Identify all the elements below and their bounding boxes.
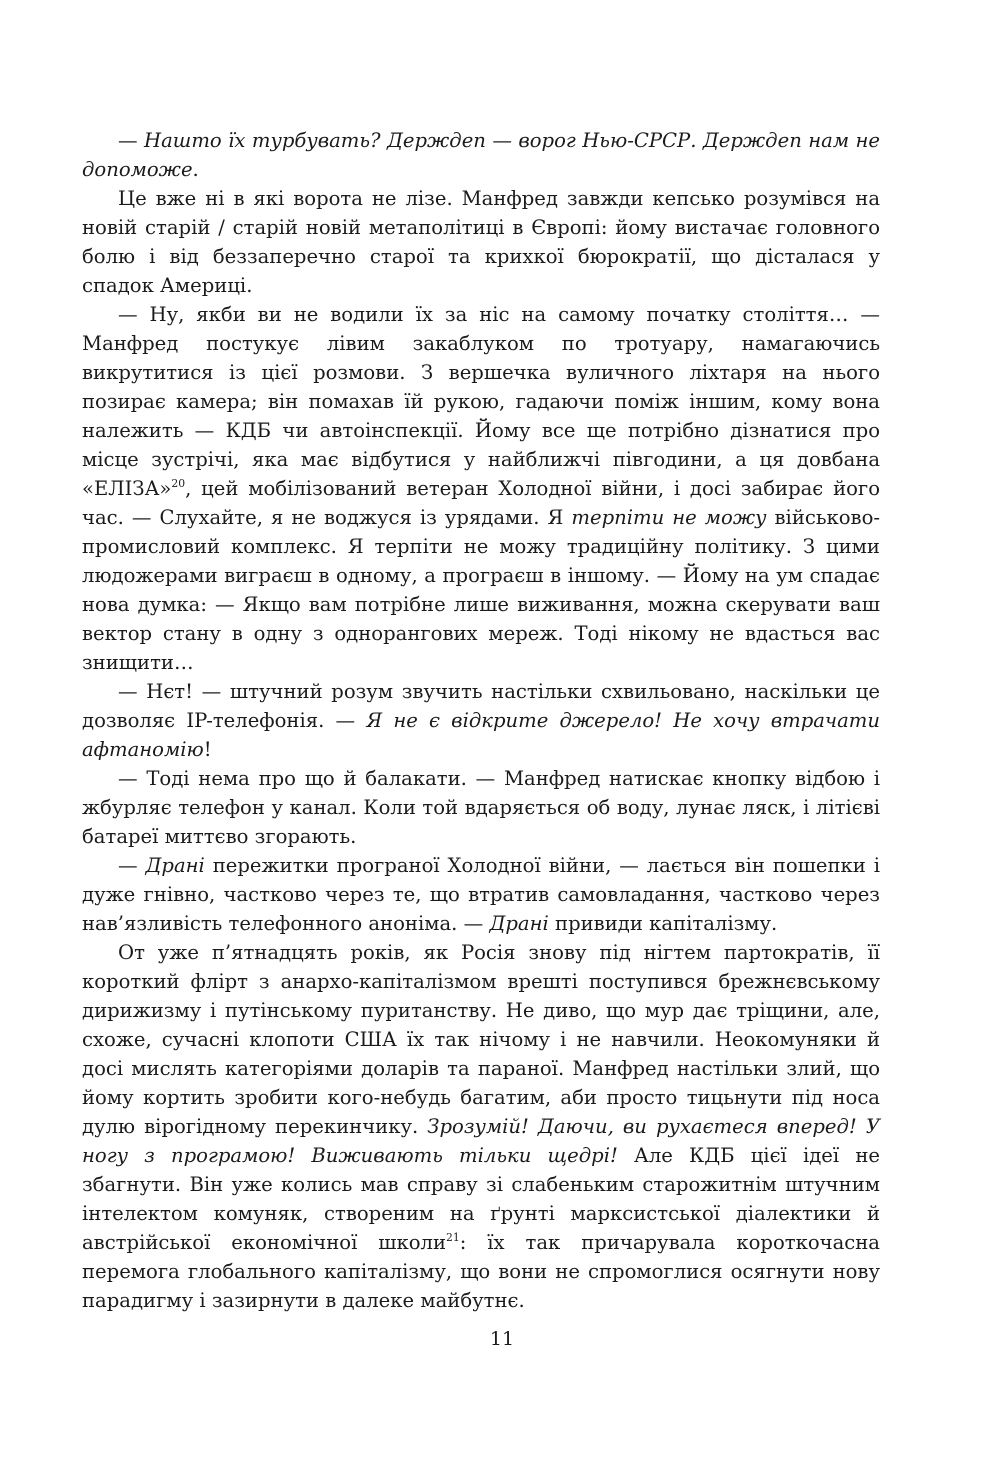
paragraph: [82, 764, 880, 851]
italic-text: Нашто їх турбувать? Держдеп — ворог Нью-СРСР. Держдеп нам не допоможе: [82, 129, 880, 181]
italic-text: терпіти не можу: [571, 506, 767, 529]
text-run: От уже п’ятнадцять років, як Росія знову під нігтем партократів, її короткий флірт з анархо-капіталізмом врешті поступився брежнєвському дирижизму і путінському пуританству. Не диво, що мур дає тріщини, але, схоже, сучасні клопоти США їх так нічому і не навчили. Неокомуняки й досі мислять категоріями доларів та параної. Манфред настільки злий, що йому кортить зробити кого-небудь багатим, аби просто тицьнути під носа дулю вірогідному перекинчику.: [82, 941, 880, 1138]
text-run: !: [203, 738, 212, 761]
italic-text: Я не є відкрите джерело! Не хочу втрачати афтаномію: [82, 709, 880, 761]
italic-text: Драні: [145, 854, 205, 877]
italic-text: Драні: [489, 912, 549, 935]
text-run: .: [192, 158, 199, 181]
text-run: пережитки програної Холодної війни, — лається він пошепки і дуже гнівно, частково через те, що втратив самовладання, частково через нав’язливість телефонного анонiма. —: [82, 854, 880, 935]
paragraph: [82, 851, 880, 938]
italic-text: Зрозумій! Даючи, ви рухаєтеся вперед! У ногу з програмою! Виживають тільки щедрі!: [82, 1115, 880, 1167]
text-run: Це вже ні в які ворота не лізе. Манфред завжди кепсько розумівся на новій старій / старій новій метаполітиці в Європі: йому вистачає головного болю і від беззаперечно старої та крихкої бюрократії, що дісталася у спадок Америці.: [82, 187, 880, 297]
text-run: — Ну, якби ви не водили їх за ніс на самому початку століття… — Манфред постукує лівим закаблуком по тротуару, намагаючись викрутитися із цієї розмови. З вершечка вуличного ліхтаря на нього позирає камера; він помахав їй рукою, гадаючи поміж іншим, кому вона належить — КДБ чи автоінспекції. Йому все ще потрібно дізнатися про місце зустрічі, яка має відбутися у найближчі півгодини, а ця довбана «ЕЛІЗА»: [82, 303, 880, 500]
text-run: — Нєт! — штучний розум звучить настільки схвильовано, наскільки це дозволяє IP-телефонія. —: [82, 680, 880, 732]
paragraph: [82, 300, 880, 677]
text-run: : їх так причарувала короткочасна перемога глобального капіталізму, що вони не спромоглися осягнути нову парадигму і зазирнути в далеке майбутнє.: [82, 1231, 880, 1312]
footnote-ref: 20: [171, 476, 186, 490]
paragraph: [82, 184, 880, 300]
footnote-ref: 21: [446, 1230, 460, 1244]
page-number: 11: [489, 1328, 515, 1350]
text-run: , цей мобілізований ветеран Холодної війни, і досі забирає його час. — Слухайте, я не воджуся із урядами. Я: [82, 477, 880, 529]
text-run: військово-промисловий комплекс. Я терпіти не можу традиційну політику. З цими людожерами виграєш в одному, а програєш в іншому. — Йому на ум спадає нова думка: — Якщо вам потрібне лише виживання, можна скерувати ваш вектор стану в одну з однорангових мереж. Тоді нікому не вдасться вас знищити…: [82, 506, 881, 674]
text-run: — Тоді нема про що й балакати. — Манфред натискає кнопку відбою і жбурляє телефон у канал. Коли той вдаряється об воду, лунає ляск, і літієві батареї миттєво згорають.: [82, 767, 880, 848]
text-run: —: [118, 854, 146, 877]
text-run: Але КДБ цієї ідеї не збагнути. Він уже колись мав справу зі слабеньким старожитнім штучним інтелектом комуняк, створеним на ґрунті марксистської діалектики й австрійської економічної школи: [82, 1144, 880, 1254]
text-run: —: [118, 129, 145, 152]
paragraph: [82, 126, 880, 184]
text-run: привиди капіталізму.: [548, 912, 778, 935]
page-body: [82, 126, 880, 1315]
paragraph: [82, 938, 880, 1315]
paragraph: [82, 677, 880, 764]
